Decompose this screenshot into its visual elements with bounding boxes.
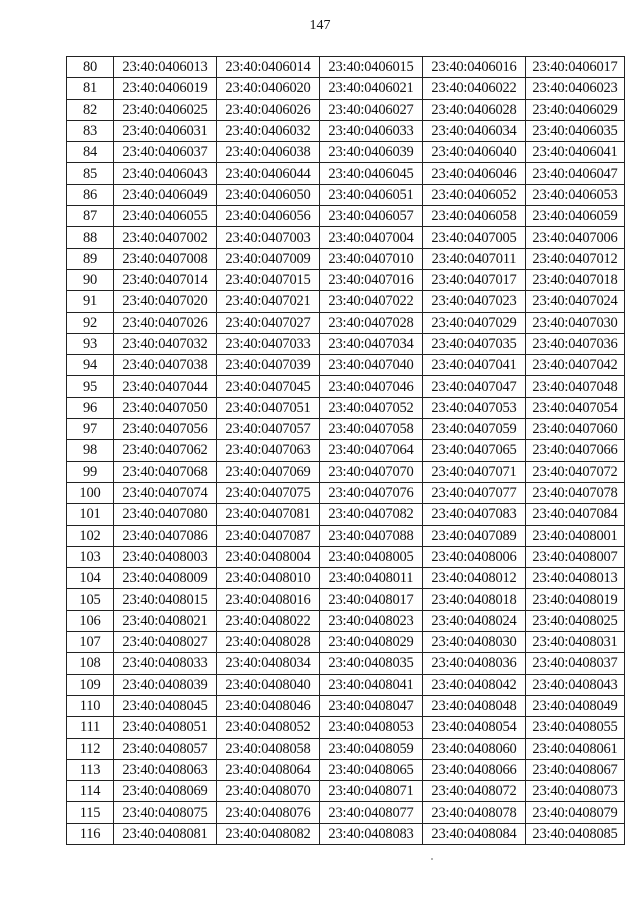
cadastral-number-cell: 23:40:0408033 bbox=[114, 653, 217, 674]
cadastral-number-cell: 23:40:0407039 bbox=[217, 355, 320, 376]
row-number-cell: 87 bbox=[67, 206, 114, 227]
table-row bbox=[67, 653, 625, 674]
cadastral-number-cell: 23:40:0406022 bbox=[423, 78, 526, 99]
cadastral-number-cell: 23:40:0406025 bbox=[114, 99, 217, 120]
cadastral-number-cell: 23:40:0407018 bbox=[526, 269, 625, 290]
cadastral-number-cell: 23:40:0407003 bbox=[217, 227, 320, 248]
table-row bbox=[67, 695, 625, 716]
table-row bbox=[67, 823, 625, 844]
cadastral-number-cell: 23:40:0407026 bbox=[114, 312, 217, 333]
cadastral-number-cell: 23:40:0407006 bbox=[526, 227, 625, 248]
cadastral-number-cell: 23:40:0408070 bbox=[217, 781, 320, 802]
table-row bbox=[67, 781, 625, 802]
row-number-cell: 110 bbox=[67, 695, 114, 716]
cadastral-number-cell: 23:40:0408035 bbox=[320, 653, 423, 674]
cadastral-number-cell: 23:40:0406032 bbox=[217, 120, 320, 141]
cadastral-number-cell: 23:40:0408083 bbox=[320, 823, 423, 844]
cadastral-number-cell: 23:40:0407054 bbox=[526, 397, 625, 418]
row-number-cell: 115 bbox=[67, 802, 114, 823]
cadastral-number-cell: 23:40:0408040 bbox=[217, 674, 320, 695]
cadastral-number-cell: 23:40:0408057 bbox=[114, 738, 217, 759]
cadastral-number-cell: 23:40:0408004 bbox=[217, 546, 320, 567]
cadastral-number-cell: 23:40:0407076 bbox=[320, 482, 423, 503]
cadastral-number-cell: 23:40:0406053 bbox=[526, 184, 625, 205]
cadastral-number-cell: 23:40:0408037 bbox=[526, 653, 625, 674]
table-row bbox=[67, 717, 625, 738]
row-number-cell: 88 bbox=[67, 227, 114, 248]
cadastral-number-cell: 23:40:0408010 bbox=[217, 568, 320, 589]
scan-speck bbox=[431, 858, 433, 860]
table-row bbox=[67, 355, 625, 376]
cadastral-number-cell: 23:40:0408065 bbox=[320, 759, 423, 780]
cadastral-number-cell: 23:40:0406041 bbox=[526, 142, 625, 163]
cadastral-number-cell: 23:40:0408012 bbox=[423, 568, 526, 589]
table-row bbox=[67, 184, 625, 205]
cadastral-number-cell: 23:40:0406021 bbox=[320, 78, 423, 99]
cadastral-number-cell: 23:40:0407084 bbox=[526, 504, 625, 525]
cadastral-number-cell: 23:40:0406050 bbox=[217, 184, 320, 205]
cadastral-number-cell: 23:40:0406039 bbox=[320, 142, 423, 163]
row-number-cell: 116 bbox=[67, 823, 114, 844]
cadastral-number-cell: 23:40:0408069 bbox=[114, 781, 217, 802]
cadastral-number-cell: 23:40:0408019 bbox=[526, 589, 625, 610]
cadastral-number-cell: 23:40:0406046 bbox=[423, 163, 526, 184]
row-number-cell: 91 bbox=[67, 291, 114, 312]
cadastral-number-cell: 23:40:0407009 bbox=[217, 248, 320, 269]
cadastral-number-cell: 23:40:0407047 bbox=[423, 376, 526, 397]
table-row bbox=[67, 269, 625, 290]
cadastral-number-cell: 23:40:0407011 bbox=[423, 248, 526, 269]
row-number-cell: 92 bbox=[67, 312, 114, 333]
cadastral-number-cell: 23:40:0407072 bbox=[526, 461, 625, 482]
cadastral-number-cell: 23:40:0406044 bbox=[217, 163, 320, 184]
cadastral-number-cell: 23:40:0406013 bbox=[114, 57, 217, 78]
row-number-cell: 106 bbox=[67, 610, 114, 631]
cadastral-number-cell: 23:40:0408067 bbox=[526, 759, 625, 780]
cadastral-number-cell: 23:40:0406031 bbox=[114, 120, 217, 141]
cadastral-number-cell: 23:40:0406017 bbox=[526, 57, 625, 78]
cadastral-number-cell: 23:40:0406034 bbox=[423, 120, 526, 141]
cadastral-number-cell: 23:40:0407074 bbox=[114, 482, 217, 503]
cadastral-number-cell: 23:40:0406029 bbox=[526, 99, 625, 120]
cadastral-number-cell: 23:40:0407040 bbox=[320, 355, 423, 376]
cadastral-number-cell: 23:40:0407057 bbox=[217, 419, 320, 440]
cadastral-number-cell: 23:40:0406038 bbox=[217, 142, 320, 163]
cadastral-number-cell: 23:40:0407052 bbox=[320, 397, 423, 418]
cadastral-number-cell: 23:40:0408043 bbox=[526, 674, 625, 695]
cadastral-numbers-table bbox=[66, 56, 625, 845]
cadastral-number-cell: 23:40:0406015 bbox=[320, 57, 423, 78]
cadastral-number-cell: 23:40:0408060 bbox=[423, 738, 526, 759]
cadastral-number-cell: 23:40:0407035 bbox=[423, 333, 526, 354]
cadastral-number-cell: 23:40:0407051 bbox=[217, 397, 320, 418]
cadastral-number-cell: 23:40:0407038 bbox=[114, 355, 217, 376]
row-number-cell: 104 bbox=[67, 568, 114, 589]
cadastral-number-cell: 23:40:0408052 bbox=[217, 717, 320, 738]
cadastral-number-cell: 23:40:0407064 bbox=[320, 440, 423, 461]
cadastral-number-cell: 23:40:0408017 bbox=[320, 589, 423, 610]
cadastral-number-cell: 23:40:0407034 bbox=[320, 333, 423, 354]
table-row bbox=[67, 674, 625, 695]
table-row bbox=[67, 78, 625, 99]
cadastral-number-cell: 23:40:0408039 bbox=[114, 674, 217, 695]
row-number-cell: 94 bbox=[67, 355, 114, 376]
cadastral-number-cell: 23:40:0406057 bbox=[320, 206, 423, 227]
row-number-cell: 86 bbox=[67, 184, 114, 205]
cadastral-number-cell: 23:40:0407015 bbox=[217, 269, 320, 290]
cadastral-number-cell: 23:40:0408029 bbox=[320, 632, 423, 653]
cadastral-number-cell: 23:40:0407024 bbox=[526, 291, 625, 312]
cadastral-number-cell: 23:40:0408015 bbox=[114, 589, 217, 610]
table-row bbox=[67, 163, 625, 184]
table-row bbox=[67, 397, 625, 418]
cadastral-number-cell: 23:40:0407089 bbox=[423, 525, 526, 546]
cadastral-number-cell: 23:40:0408071 bbox=[320, 781, 423, 802]
cadastral-number-cell: 23:40:0407032 bbox=[114, 333, 217, 354]
cadastral-number-cell: 23:40:0408054 bbox=[423, 717, 526, 738]
table-row bbox=[67, 610, 625, 631]
table-row bbox=[67, 461, 625, 482]
cadastral-number-cell: 23:40:0408021 bbox=[114, 610, 217, 631]
cadastral-number-cell: 23:40:0406043 bbox=[114, 163, 217, 184]
cadastral-number-cell: 23:40:0408055 bbox=[526, 717, 625, 738]
cadastral-number-cell: 23:40:0408003 bbox=[114, 546, 217, 567]
cadastral-number-cell: 23:40:0407062 bbox=[114, 440, 217, 461]
cadastral-number-cell: 23:40:0407065 bbox=[423, 440, 526, 461]
cadastral-number-cell: 23:40:0407050 bbox=[114, 397, 217, 418]
row-number-cell: 112 bbox=[67, 738, 114, 759]
cadastral-number-cell: 23:40:0407087 bbox=[217, 525, 320, 546]
table-row bbox=[67, 802, 625, 823]
cadastral-number-cell: 23:40:0408031 bbox=[526, 632, 625, 653]
table-row bbox=[67, 568, 625, 589]
cadastral-number-cell: 23:40:0408077 bbox=[320, 802, 423, 823]
cadastral-number-cell: 23:40:0407012 bbox=[526, 248, 625, 269]
cadastral-number-cell: 23:40:0408027 bbox=[114, 632, 217, 653]
cadastral-number-cell: 23:40:0408024 bbox=[423, 610, 526, 631]
table-row bbox=[67, 333, 625, 354]
cadastral-number-cell: 23:40:0407023 bbox=[423, 291, 526, 312]
cadastral-number-cell: 23:40:0406020 bbox=[217, 78, 320, 99]
table-row bbox=[67, 57, 625, 78]
cadastral-number-cell: 23:40:0407082 bbox=[320, 504, 423, 525]
cadastral-number-cell: 23:40:0407069 bbox=[217, 461, 320, 482]
row-number-cell: 89 bbox=[67, 248, 114, 269]
row-number-cell: 90 bbox=[67, 269, 114, 290]
cadastral-number-cell: 23:40:0407010 bbox=[320, 248, 423, 269]
table-row bbox=[67, 206, 625, 227]
cadastral-number-cell: 23:40:0408076 bbox=[217, 802, 320, 823]
row-number-cell: 105 bbox=[67, 589, 114, 610]
table-row bbox=[67, 248, 625, 269]
cadastral-number-cell: 23:40:0408034 bbox=[217, 653, 320, 674]
cadastral-number-cell: 23:40:0408053 bbox=[320, 717, 423, 738]
cadastral-number-cell: 23:40:0407044 bbox=[114, 376, 217, 397]
cadastral-number-cell: 23:40:0408011 bbox=[320, 568, 423, 589]
cadastral-number-cell: 23:40:0408064 bbox=[217, 759, 320, 780]
cadastral-number-cell: 23:40:0407046 bbox=[320, 376, 423, 397]
cadastral-number-cell: 23:40:0408016 bbox=[217, 589, 320, 610]
row-number-cell: 84 bbox=[67, 142, 114, 163]
cadastral-number-cell: 23:40:0406016 bbox=[423, 57, 526, 78]
row-number-cell: 108 bbox=[67, 653, 114, 674]
cadastral-number-cell: 23:40:0407088 bbox=[320, 525, 423, 546]
cadastral-number-cell: 23:40:0408013 bbox=[526, 568, 625, 589]
row-number-cell: 102 bbox=[67, 525, 114, 546]
cadastral-number-cell: 23:40:0408005 bbox=[320, 546, 423, 567]
table-row bbox=[67, 632, 625, 653]
table-row bbox=[67, 291, 625, 312]
cadastral-number-cell: 23:40:0406051 bbox=[320, 184, 423, 205]
cadastral-number-cell: 23:40:0407017 bbox=[423, 269, 526, 290]
cadastral-number-cell: 23:40:0407060 bbox=[526, 419, 625, 440]
cadastral-number-cell: 23:40:0406055 bbox=[114, 206, 217, 227]
cadastral-number-cell: 23:40:0407005 bbox=[423, 227, 526, 248]
cadastral-number-cell: 23:40:0407008 bbox=[114, 248, 217, 269]
cadastral-number-cell: 23:40:0408007 bbox=[526, 546, 625, 567]
table-row bbox=[67, 504, 625, 525]
row-number-cell: 93 bbox=[67, 333, 114, 354]
cadastral-number-cell: 23:40:0408084 bbox=[423, 823, 526, 844]
cadastral-number-cell: 23:40:0408030 bbox=[423, 632, 526, 653]
cadastral-number-cell: 23:40:0408049 bbox=[526, 695, 625, 716]
cadastral-number-cell: 23:40:0407056 bbox=[114, 419, 217, 440]
cadastral-number-cell: 23:40:0408009 bbox=[114, 568, 217, 589]
cadastral-number-cell: 23:40:0408061 bbox=[526, 738, 625, 759]
cadastral-number-cell: 23:40:0407004 bbox=[320, 227, 423, 248]
cadastral-number-cell: 23:40:0408085 bbox=[526, 823, 625, 844]
cadastral-number-cell: 23:40:0406047 bbox=[526, 163, 625, 184]
cadastral-number-cell: 23:40:0407059 bbox=[423, 419, 526, 440]
cadastral-number-cell: 23:40:0408001 bbox=[526, 525, 625, 546]
cadastral-number-cell: 23:40:0408025 bbox=[526, 610, 625, 631]
row-number-cell: 99 bbox=[67, 461, 114, 482]
cadastral-number-cell: 23:40:0406037 bbox=[114, 142, 217, 163]
cadastral-number-cell: 23:40:0407029 bbox=[423, 312, 526, 333]
cadastral-number-cell: 23:40:0406058 bbox=[423, 206, 526, 227]
cadastral-number-cell: 23:40:0406026 bbox=[217, 99, 320, 120]
cadastral-number-cell: 23:40:0406059 bbox=[526, 206, 625, 227]
cadastral-number-cell: 23:40:0406027 bbox=[320, 99, 423, 120]
cadastral-number-cell: 23:40:0406040 bbox=[423, 142, 526, 163]
row-number-cell: 98 bbox=[67, 440, 114, 461]
cadastral-number-cell: 23:40:0406049 bbox=[114, 184, 217, 205]
table-row bbox=[67, 589, 625, 610]
cadastral-number-cell: 23:40:0407048 bbox=[526, 376, 625, 397]
table-row bbox=[67, 120, 625, 141]
cadastral-number-cell: 23:40:0407083 bbox=[423, 504, 526, 525]
cadastral-number-cell: 23:40:0408059 bbox=[320, 738, 423, 759]
cadastral-number-cell: 23:40:0408066 bbox=[423, 759, 526, 780]
row-number-cell: 85 bbox=[67, 163, 114, 184]
cadastral-number-cell: 23:40:0408082 bbox=[217, 823, 320, 844]
cadastral-number-cell: 23:40:0406056 bbox=[217, 206, 320, 227]
table-row bbox=[67, 312, 625, 333]
cadastral-number-cell: 23:40:0406023 bbox=[526, 78, 625, 99]
cadastral-number-cell: 23:40:0408072 bbox=[423, 781, 526, 802]
cadastral-number-cell: 23:40:0408036 bbox=[423, 653, 526, 674]
cadastral-number-cell: 23:40:0408022 bbox=[217, 610, 320, 631]
row-number-cell: 111 bbox=[67, 717, 114, 738]
cadastral-number-cell: 23:40:0407036 bbox=[526, 333, 625, 354]
row-number-cell: 113 bbox=[67, 759, 114, 780]
cadastral-number-cell: 23:40:0408023 bbox=[320, 610, 423, 631]
cadastral-number-cell: 23:40:0407016 bbox=[320, 269, 423, 290]
cadastral-number-cell: 23:40:0406052 bbox=[423, 184, 526, 205]
cadastral-number-cell: 23:40:0408058 bbox=[217, 738, 320, 759]
cadastral-number-cell: 23:40:0407020 bbox=[114, 291, 217, 312]
cadastral-number-cell: 23:40:0406033 bbox=[320, 120, 423, 141]
table-row bbox=[67, 525, 625, 546]
cadastral-number-cell: 23:40:0407063 bbox=[217, 440, 320, 461]
cadastral-number-cell: 23:40:0408042 bbox=[423, 674, 526, 695]
row-number-cell: 100 bbox=[67, 482, 114, 503]
cadastral-number-cell: 23:40:0407045 bbox=[217, 376, 320, 397]
row-number-cell: 80 bbox=[67, 57, 114, 78]
row-number-cell: 95 bbox=[67, 376, 114, 397]
table-row bbox=[67, 99, 625, 120]
row-number-cell: 97 bbox=[67, 419, 114, 440]
cadastral-number-cell: 23:40:0407041 bbox=[423, 355, 526, 376]
cadastral-number-cell: 23:40:0408047 bbox=[320, 695, 423, 716]
cadastral-number-cell: 23:40:0407068 bbox=[114, 461, 217, 482]
row-number-cell: 82 bbox=[67, 99, 114, 120]
cadastral-number-cell: 23:40:0408006 bbox=[423, 546, 526, 567]
cadastral-number-cell: 23:40:0408081 bbox=[114, 823, 217, 844]
row-number-cell: 83 bbox=[67, 120, 114, 141]
cadastral-number-cell: 23:40:0408075 bbox=[114, 802, 217, 823]
cadastral-number-cell: 23:40:0407030 bbox=[526, 312, 625, 333]
cadastral-number-cell: 23:40:0407014 bbox=[114, 269, 217, 290]
row-number-cell: 81 bbox=[67, 78, 114, 99]
cadastral-number-cell: 23:40:0408079 bbox=[526, 802, 625, 823]
cadastral-number-cell: 23:40:0407028 bbox=[320, 312, 423, 333]
table-row bbox=[67, 738, 625, 759]
table-row bbox=[67, 142, 625, 163]
cadastral-number-cell: 23:40:0407027 bbox=[217, 312, 320, 333]
cadastral-number-cell: 23:40:0407070 bbox=[320, 461, 423, 482]
cadastral-number-cell: 23:40:0407080 bbox=[114, 504, 217, 525]
cadastral-number-cell: 23:40:0407071 bbox=[423, 461, 526, 482]
cadastral-number-cell: 23:40:0407077 bbox=[423, 482, 526, 503]
cadastral-number-cell: 23:40:0408063 bbox=[114, 759, 217, 780]
row-number-cell: 103 bbox=[67, 546, 114, 567]
cadastral-number-cell: 23:40:0407022 bbox=[320, 291, 423, 312]
cadastral-number-cell: 23:40:0407033 bbox=[217, 333, 320, 354]
cadastral-number-cell: 23:40:0408078 bbox=[423, 802, 526, 823]
cadastral-number-cell: 23:40:0408046 bbox=[217, 695, 320, 716]
cadastral-number-cell: 23:40:0406045 bbox=[320, 163, 423, 184]
table-row bbox=[67, 419, 625, 440]
table-row bbox=[67, 376, 625, 397]
table-row bbox=[67, 546, 625, 567]
cadastral-number-cell: 23:40:0407021 bbox=[217, 291, 320, 312]
cadastral-number-cell: 23:40:0407002 bbox=[114, 227, 217, 248]
cadastral-number-cell: 23:40:0407086 bbox=[114, 525, 217, 546]
page-number: 147 bbox=[309, 18, 331, 33]
table-row bbox=[67, 227, 625, 248]
cadastral-number-cell: 23:40:0408045 bbox=[114, 695, 217, 716]
cadastral-number-cell: 23:40:0407066 bbox=[526, 440, 625, 461]
cadastral-number-cell: 23:40:0408073 bbox=[526, 781, 625, 802]
cadastral-number-cell: 23:40:0406035 bbox=[526, 120, 625, 141]
row-number-cell: 107 bbox=[67, 632, 114, 653]
cadastral-number-cell: 23:40:0406028 bbox=[423, 99, 526, 120]
row-number-cell: 114 bbox=[67, 781, 114, 802]
cadastral-number-cell: 23:40:0406019 bbox=[114, 78, 217, 99]
cadastral-number-cell: 23:40:0407058 bbox=[320, 419, 423, 440]
cadastral-number-cell: 23:40:0406014 bbox=[217, 57, 320, 78]
cadastral-number-cell: 23:40:0408028 bbox=[217, 632, 320, 653]
row-number-cell: 101 bbox=[67, 504, 114, 525]
cadastral-number-cell: 23:40:0407042 bbox=[526, 355, 625, 376]
cadastral-number-cell: 23:40:0407081 bbox=[217, 504, 320, 525]
table-row bbox=[67, 482, 625, 503]
cadastral-number-cell: 23:40:0407075 bbox=[217, 482, 320, 503]
cadastral-number-cell: 23:40:0408041 bbox=[320, 674, 423, 695]
table-row bbox=[67, 759, 625, 780]
cadastral-number-cell: 23:40:0408051 bbox=[114, 717, 217, 738]
cadastral-number-cell: 23:40:0407053 bbox=[423, 397, 526, 418]
table-row bbox=[67, 440, 625, 461]
row-number-cell: 109 bbox=[67, 674, 114, 695]
row-number-cell: 96 bbox=[67, 397, 114, 418]
cadastral-number-cell: 23:40:0408018 bbox=[423, 589, 526, 610]
cadastral-number-cell: 23:40:0408048 bbox=[423, 695, 526, 716]
cadastral-number-cell: 23:40:0407078 bbox=[526, 482, 625, 503]
table-body bbox=[67, 57, 625, 845]
